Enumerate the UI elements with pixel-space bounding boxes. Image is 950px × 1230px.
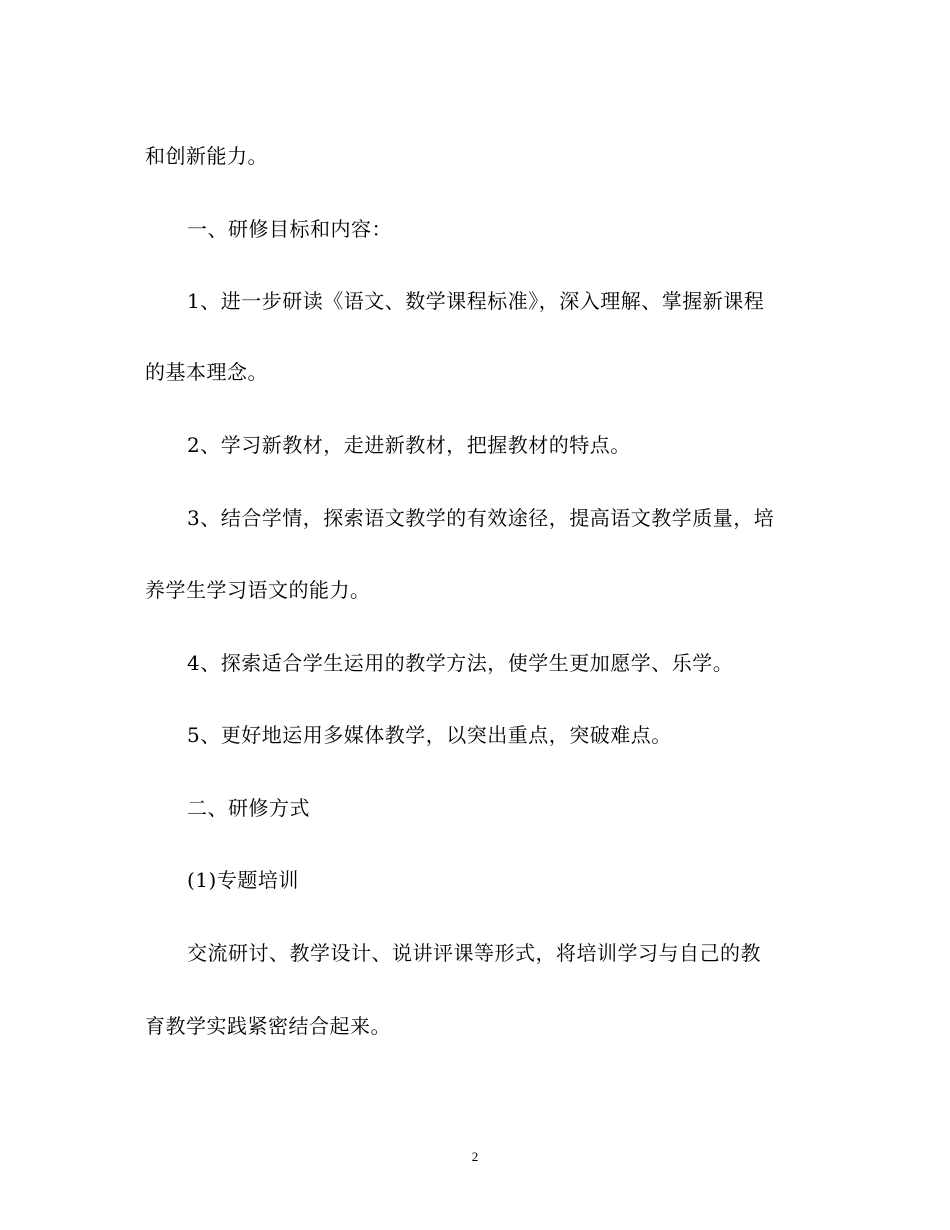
list-item-5: 5、更好地运用多媒体教学，以突出重点，突破难点。 (187, 723, 672, 747)
section-heading-goals: 一、研修目标和内容： (187, 217, 392, 241)
paragraph-line-2: 育教学实践紧密结合起来。 (145, 1014, 391, 1038)
subheading-special-training: (1)专题培训 (187, 868, 299, 892)
list-item-3-line-2: 养学生学习语文的能力。 (145, 578, 371, 602)
list-item-2: 2、学习新教材，走进新教材，把握教材的特点。 (187, 433, 631, 457)
list-item-4: 4、探索适合学生运用的教学方法，使学生更加愿学、乐学。 (187, 651, 734, 675)
list-item-1-line-1: 1、进一步研读《语文、数学课程标准》，深入理解、掌握新课程 (187, 289, 765, 313)
paragraph-continuation-line: 和创新能力。 (145, 144, 268, 168)
paragraph-line-1: 交流研讨、教学设计、说讲评课等形式，将培训学习与自己的教 (187, 941, 761, 965)
page-number: 2 (471, 1149, 479, 1164)
section-heading-methods: 二、研修方式 (187, 796, 310, 820)
list-item-1-line-2: 的基本理念。 (145, 360, 268, 384)
list-item-3-line-1: 3、结合学情，探索语文教学的有效途径，提高语文教学质量，培 (187, 506, 775, 530)
